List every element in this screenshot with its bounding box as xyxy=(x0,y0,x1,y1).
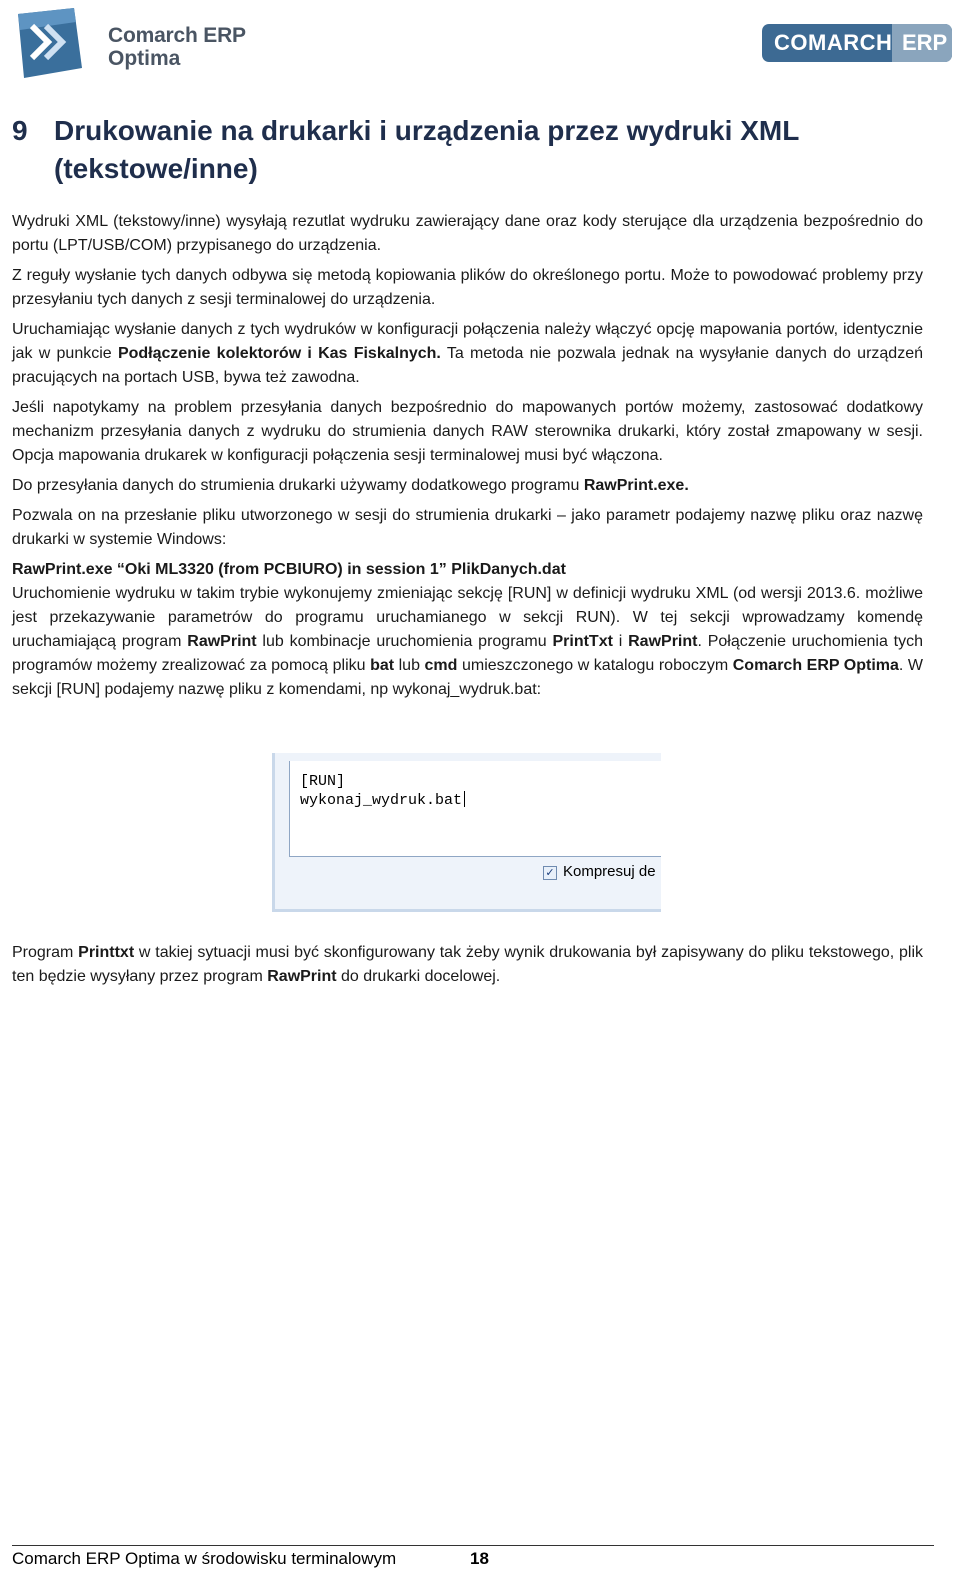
text: . W sekcji [RUN] podajemy nazwę pliku z komendami, np wykonaj_wydruk.bat: xyxy=(12,657,924,698)
compress-checkbox[interactable]: ✓ xyxy=(543,866,557,880)
chapter-title: Drukowanie na drukarki i urządzenia przez wydruki XML (tekstowe/inne) xyxy=(54,115,799,184)
comarch-logo-text: COMARCH xyxy=(774,30,893,55)
code-line-bat xyxy=(300,791,465,810)
document-body xyxy=(12,210,923,708)
command-example xyxy=(12,558,923,582)
page-header xyxy=(0,0,960,80)
paragraph-6: Pozwala on na przesłanie pliku utworzonego w sesji do strumienia drukarki – jako parametr podajemy nazwę pliku oraz nazwę drukarki w systemie Windows: xyxy=(12,507,923,548)
code-line-bat-text: wykonaj_wydruk.bat xyxy=(300,792,463,809)
run-section-screenshot xyxy=(272,753,661,912)
logo-line-2: Optima xyxy=(108,47,181,70)
paragraph-3 xyxy=(12,318,923,390)
optima-logo-text xyxy=(108,24,246,70)
bold-text: PrintTxt xyxy=(552,633,613,650)
page-footer xyxy=(12,1545,934,1568)
optima-logo xyxy=(14,8,254,78)
bold-text: Printtxt xyxy=(78,944,135,961)
text: i xyxy=(612,633,629,650)
chapter-number: 9 xyxy=(12,115,28,146)
optima-logo-mark-icon xyxy=(14,8,86,78)
compress-checkbox-label: Kompresuj de xyxy=(563,863,656,880)
text: umieszczonego w katalogu roboczym xyxy=(457,657,733,674)
text-caret xyxy=(464,791,465,807)
text: . Połączenie uruchomienia tych programów możemy zrealizować za pomocą pliku xyxy=(12,633,924,674)
bold-text: bat xyxy=(370,657,395,674)
bold-text: RawPrint.exe “Oki ML3320 (from PCBIURO) in session 1” PlikDanych.dat xyxy=(12,561,566,578)
paragraph-2: Z reguły wysłanie tych danych odbywa się metodą kopiowania plików do określonego portu. Może to powodować problemy przy przesyłaniu tych danych z sesji terminalowej do urządzenia. xyxy=(12,267,923,308)
bold-text: RawPrint xyxy=(267,968,337,985)
text: Do przesyłania danych do strumienia drukarki używamy dodatkowego programu xyxy=(12,477,584,494)
erp-logo-text: ERP xyxy=(902,30,948,55)
text: do drukarki docelowej. xyxy=(336,968,501,985)
page-number: 18 xyxy=(470,1549,489,1568)
run-section-code xyxy=(300,773,465,810)
text: lub xyxy=(394,657,425,674)
bold-text: RawPrint xyxy=(187,633,257,650)
text: lub kombinacje uruchomienia programu xyxy=(256,633,553,650)
run-section-textarea[interactable] xyxy=(289,761,661,857)
bold-text: Podłączenie kolektorów i Kas Fiskalnych. xyxy=(117,345,441,362)
text: Ta metoda nie pozwala jednak na wysyłanie danych do urządzeń pracujących na portach USB, bywa też zawodna. xyxy=(12,345,923,386)
text: Uruchamiając wysłanie danych z tych wydruków w konfiguracji połączenia należy włączyć opcję mapowania portów, identycznie jak w punkcie xyxy=(12,321,923,362)
paragraph-1: Wydruki XML (tekstowy/inne) wysyłają rezutlat wydruku zawierający dane oraz kody sterujące dla urządzenia bezpośrednio do portu (LPT/USB/COM) przypisanego do urządzenia. xyxy=(12,213,923,254)
paragraph-8 xyxy=(12,582,923,702)
bold-text: Comarch ERP Optima xyxy=(732,657,899,674)
code-line-run: [RUN] xyxy=(300,773,346,790)
footer-title: Comarch ERP Optima w środowisku terminalowym xyxy=(12,1549,397,1568)
text: Program xyxy=(12,944,79,961)
logo-line-1: Comarch ERP xyxy=(108,24,246,47)
text: w takiej sytuacji musi być skonfigurowany tak żeby wynik drukowania był zapisywany do pliku tekstowego, plik ten będzie wysyłany przez program xyxy=(12,944,923,985)
comarch-erp-logo xyxy=(762,24,952,62)
closing-paragraph xyxy=(12,941,923,989)
text: Uruchomienie wydruku w takim trybie wykonujemy zmieniając sekcję [RUN] w definicji wydruku XML (od wersji 2013.6. możliwe jest przekazywanie parametrów do programu uruchamianego w sekcji RUN). W tej sekcji wprowadzamy komendę uruchamiającą program xyxy=(12,585,923,650)
paragraph-5 xyxy=(12,474,923,498)
bold-text: RawPrint xyxy=(628,633,698,650)
paragraph-4: Jeśli napotykamy na problem przesyłania danych bezpośrednio do mapowanych portów możemy, zastosować dodatkowy mechanizm przesyłania danych z wydruku do strumienia danych RAW sterownika drukarki, który został zmapowany w sesji. Opcja mapowania drukarek w konfiguracji połączenia sesji terminalowej musi być włączona. xyxy=(12,399,923,464)
bold-text: RawPrint.exe. xyxy=(583,477,689,494)
bold-text: cmd xyxy=(424,657,458,674)
